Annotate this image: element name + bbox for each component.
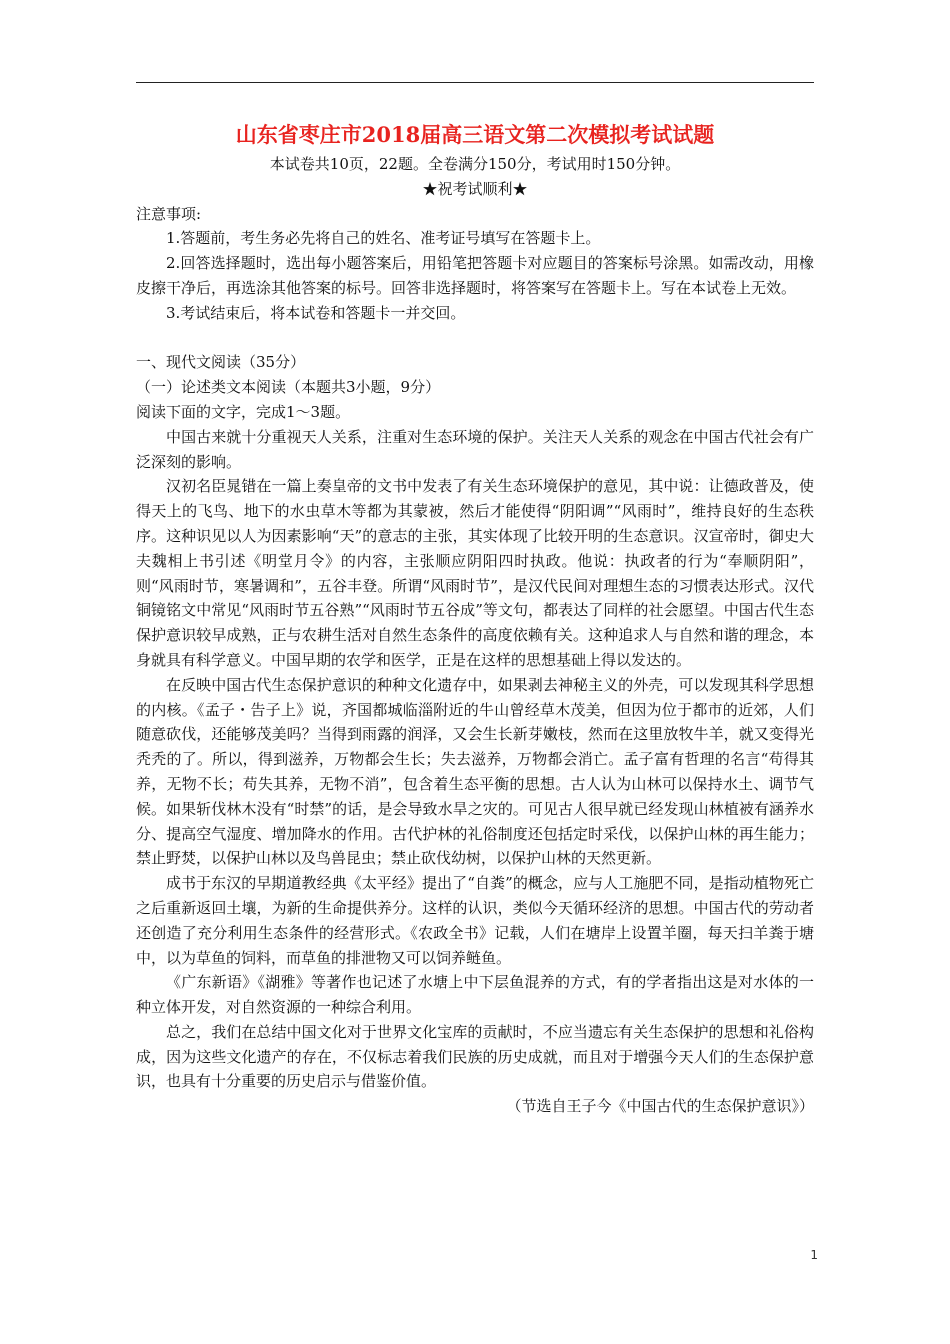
header-rule [136,82,814,83]
notes-item-3: 3.考试结束后，将本试卷和答题卡一并交回。 [166,303,466,322]
exam-title: 山东省枣庄市2018届高三语文第二次模拟考试试题 [235,122,715,147]
article-paragraph-6: 总之，我们在总结中国文化对于世界文化宝库的贡献时，不应当遗忘有关生态保护的思想和礼俗构成，因为这些文化遗产的存在，不仅标志着我们民族的历史成就，而且对于增强今天人们的生态保护意识，也具有十分重要的历史启示与借鉴价值。 [136,1022,814,1091]
article-paragraph-4: 成书于东汉的早期道教经典《太平经》提出了“自粪”的概念，应与人工施肥不同，是指动植物死亡之后重新返回土壤，为新的生命提供养分。这样的认识，类似今天循环经济的思想。中国古代的劳动者还创造了充分利用生态条件的经营形式。《农政全书》记载，人们在塘岸上设置羊圈，每天扫羊粪于塘中，以为草鱼的饲料，而草鱼的排泄物又可以饲养鲢鱼。 [136,874,814,967]
page-number: 1 [810,1248,818,1262]
exam-page [136,118,814,1119]
exam-wish: ★祝考试顺利★ [422,179,528,198]
article-paragraph-3: 在反映中国古代生态保护意识的种种文化遗存中，如果剥去神秘主义的外壳，可以发现其科学思想的内核。《孟子・告子上》说，齐国都城临淄附近的牛山曾经草木茂美，但因为位于都市的近郊，人们随意砍伐，还能够茂美吗？当得到雨露的润泽，又会生长新芽嫩枝，然而在这里放牧牛羊，就又变得光秃秃的了。所以，得到滋养，万物都会生长；失去滋养，万物都会消亡。孟子富有哲理的名言“苟得其养，无物不长；苟失其养，无物不消”，包含着生态平衡的思想。古人认为山林可以保持水土、调节气候。如果斩伐林木没有“时禁”的话，是会导致水旱之灾的。可见古人很早就已经发现山林植被有涵养水分、提高空气湿度、增加降水的作用。古代护林的礼俗制度还包括定时采伐，以保护山林的再生能力；禁止野焚，以保护山林以及鸟兽昆虫；禁止砍伐幼树，以保护山林的天然更新。 [136,675,814,868]
article-paragraph-5: 《广东新语》《湖雅》等著作也记述了水塘上中下层鱼混养的方式，有的学者指出这是对水体的一种立体开发，对自然资源的一种综合利用。 [136,973,814,1017]
article-paragraph-1: 中国古来就十分重视天人关系，注重对生态环境的保护。关注天人关系的观念在中国古代社会有广泛深刻的影响。 [136,427,814,471]
exam-subtitle: 本试卷共10页，22题。全卷满分150分，考试用时150分钟。 [269,155,681,173]
section-subheading: （一）论述类文本阅读（本题共3小题，9分） [136,378,441,397]
notes-item-2: 2.回答选择题时，选出每小题答案后，用铅笔把答题卡对应题目的答案标号涂黑。如需改动，用橡皮擦干净后，再选涂其他答案的标号。回答非选择题时，将答案写在答题卡上。写在本试卷上无效。 [136,254,814,297]
article-paragraph-2: 汉初名臣晁错在一篇上奏皇帝的文书中发表了有关生态环境保护的意见，其中说：让德政普及，使得天上的飞鸟、地下的水虫草木等都为其蒙被，然后才能使得“阴阳调”“风雨时”，维持良好的生态秩序。这种识见以人为因素影响“天”的意志的主张，其实体现了比较开明的生态意识。汉宣帝时，御史大夫魏相上书引述《明堂月令》的内容，主张顺应阴阳四时执政。他说：执政者的行为“奉顺阴阳”，则“风雨时节，寒暑调和”，五谷丰登。所谓“风雨时节”，是汉代民间对理想生态的习惯表达形式。汉代铜镜铭文中常见“风雨时节五谷熟”“风雨时节五谷成”等文句，都表达了同样的社会愿望。中国古代生态保护意识较早成熟，正与农耕生活对自然生态条件的高度依赖有关。这种追求人与自然和谐的理念，本身就具有科学意义。中国早期的农学和医学，正是在这样的思想基础上得以发达的。 [136,477,814,669]
spacer [136,326,814,351]
section-heading: 一、现代文阅读（35分） [136,353,306,372]
notes-item-1: 1.答题前，考生务必先将自己的姓名、准考证号填写在答题卡上。 [166,229,601,248]
section-instruction: 阅读下面的文字，完成1～3题。 [136,402,351,421]
notes-heading: 注意事项: [136,204,202,223]
article-source: （节选自王子今《中国古代的生态保护意识》） [506,1097,814,1116]
